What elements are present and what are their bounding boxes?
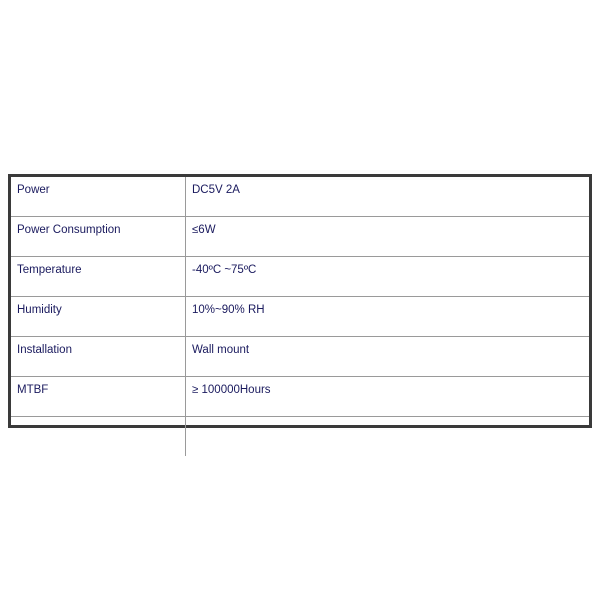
spec-value: Wall mount bbox=[186, 337, 590, 377]
table-body bbox=[11, 177, 589, 456]
spec-label: Power bbox=[11, 177, 186, 217]
spec-label: MTBF bbox=[11, 377, 186, 417]
spec-label: Temperature bbox=[11, 257, 186, 297]
spec-label: Power Consumption bbox=[11, 217, 186, 257]
spec-label: Humidity bbox=[11, 297, 186, 337]
spec-value: 10%~90% RH bbox=[186, 297, 590, 337]
spec-value: -40ºC ~75ºC bbox=[186, 257, 590, 297]
filler-value-cell bbox=[186, 417, 590, 457]
table-row bbox=[11, 377, 589, 417]
table-row bbox=[11, 257, 589, 297]
spec-value: ≥ 100000Hours bbox=[186, 377, 590, 417]
table-row bbox=[11, 337, 589, 377]
table-row bbox=[11, 297, 589, 337]
spec-value: ≤6W bbox=[186, 217, 590, 257]
table-row bbox=[11, 177, 589, 217]
table-filler-row bbox=[11, 417, 589, 457]
specification-table-container bbox=[8, 174, 592, 428]
specification-table bbox=[11, 177, 589, 456]
table-row bbox=[11, 217, 589, 257]
spec-value: DC5V 2A bbox=[186, 177, 590, 217]
filler-label-cell bbox=[11, 417, 186, 457]
spec-label: Installation bbox=[11, 337, 186, 377]
